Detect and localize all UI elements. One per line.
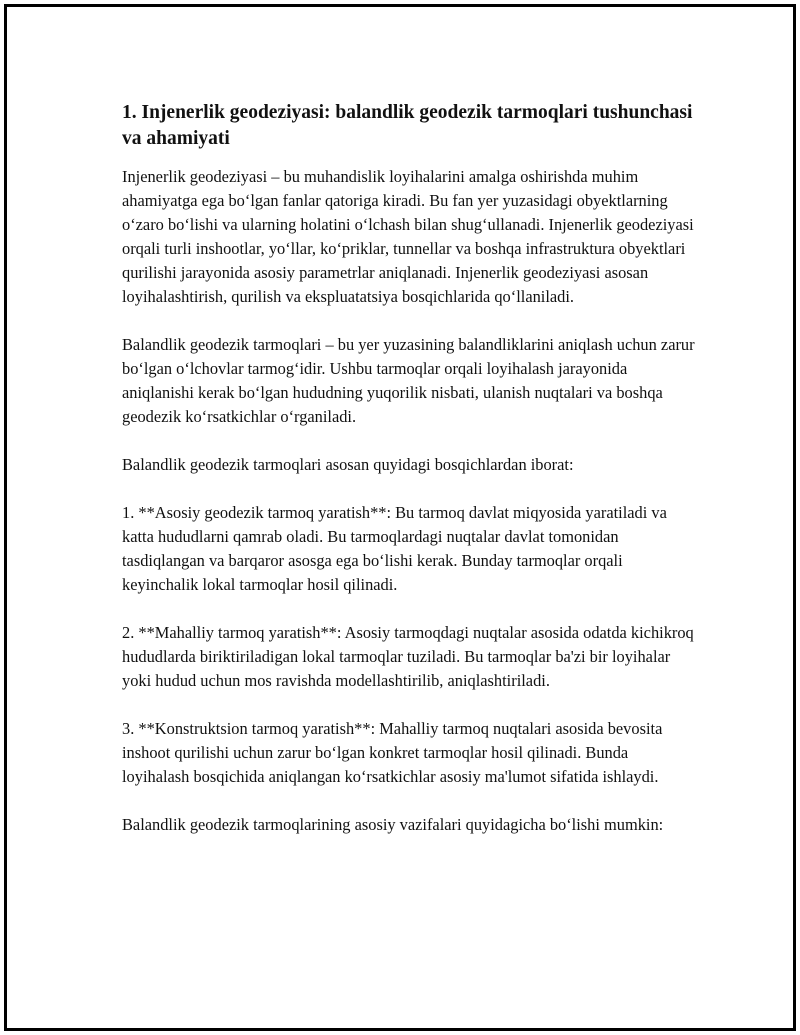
document-body [122,100,697,861]
paragraph-tasks-intro: Balandlik geodezik tarmoqlarining asosiy vazifalari quyidagicha bo‘lishi mumkin: [122,815,664,834]
paragraph-stage-1: 1. **Asosiy geodezik tarmoq yaratish**: Bu tarmoq davlat miqyosida yaratiladi va katta hududlarni qamrab oladi. Bu tarmoqlardagi nuqtalar davlat tomonidan tasdiqlangan va barqaror asosga ega bo‘lishi kerak. Bunday tarmoqlar orqali keyinchalik lokal tarmoqlar hosil qilinadi. [122,503,667,594]
section-heading: 1. Injenerlik geodeziyasi: balandlik geodezik tarmoqlari tushunchasi va ahamiyati [122,102,693,149]
paragraph-stage-2: 2. **Mahalliy tarmoq yaratish**: Asosiy tarmoqdagi nuqtalar asosida odatda kichikroq hududlarda biriktiriladigan lokal tarmoqlar tuziladi. Bu tarmoqlar ba'zi bir loyihalar yoki hudud uchun mos ravishda modellashtirilib, aniqlashtiriladi. [122,623,694,690]
paragraph-stage-3: 3. **Konstruktsion tarmoq yaratish**: Mahalliy tarmoq nuqtalari asosida bevosita inshoot qurilishi uchun zarur bo‘lgan konkret tarmoqlar hosil qilinadi. Bunda loyihalash bosqichida aniqlangan ko‘rsatkichlar asosiy ma'lumot sifatida ishlaydi. [122,719,663,786]
paragraph-definition: Balandlik geodezik tarmoqlari – bu yer yuzasining balandliklarini aniqlash uchun zarur bo‘lgan o‘lchovlar tarmog‘idir. Ushbu tarmoqlar orqali loyihalash jarayonida aniqlanishi kerak bo‘lgan hududning yuqorilik nisbati, ulanish nuqtalari va boshqa geodezik ko‘rsatkichlar o‘rganiladi. [122,335,695,426]
paragraph-stages-intro: Balandlik geodezik tarmoqlari asosan quyidagi bosqichlardan iborat: [122,455,574,474]
document-page [4,4,796,1031]
paragraph-intro: Injenerlik geodeziyasi – bu muhandislik loyihalarini amalga oshirishda muhim ahamiyatga ega bo‘lgan fanlar qatoriga kiradi. Bu fan yer yuzasidagi obyektlarning o‘zaro bo‘lishi va ularning holatini o‘lchash bilan shug‘ullanadi. Injenerlik geodeziyasi orqali turli inshootlar, yo‘llar, ko‘priklar, tunnellar va boshqa infrastruktura obyektlari qurilishi jarayonida asosiy parametrlar aniqlanadi. Injenerlik geodeziyasi asosan loyihalashtirish, qurilish va ekspluatatsiya bosqichlarida qo‘llaniladi. [122,167,694,306]
